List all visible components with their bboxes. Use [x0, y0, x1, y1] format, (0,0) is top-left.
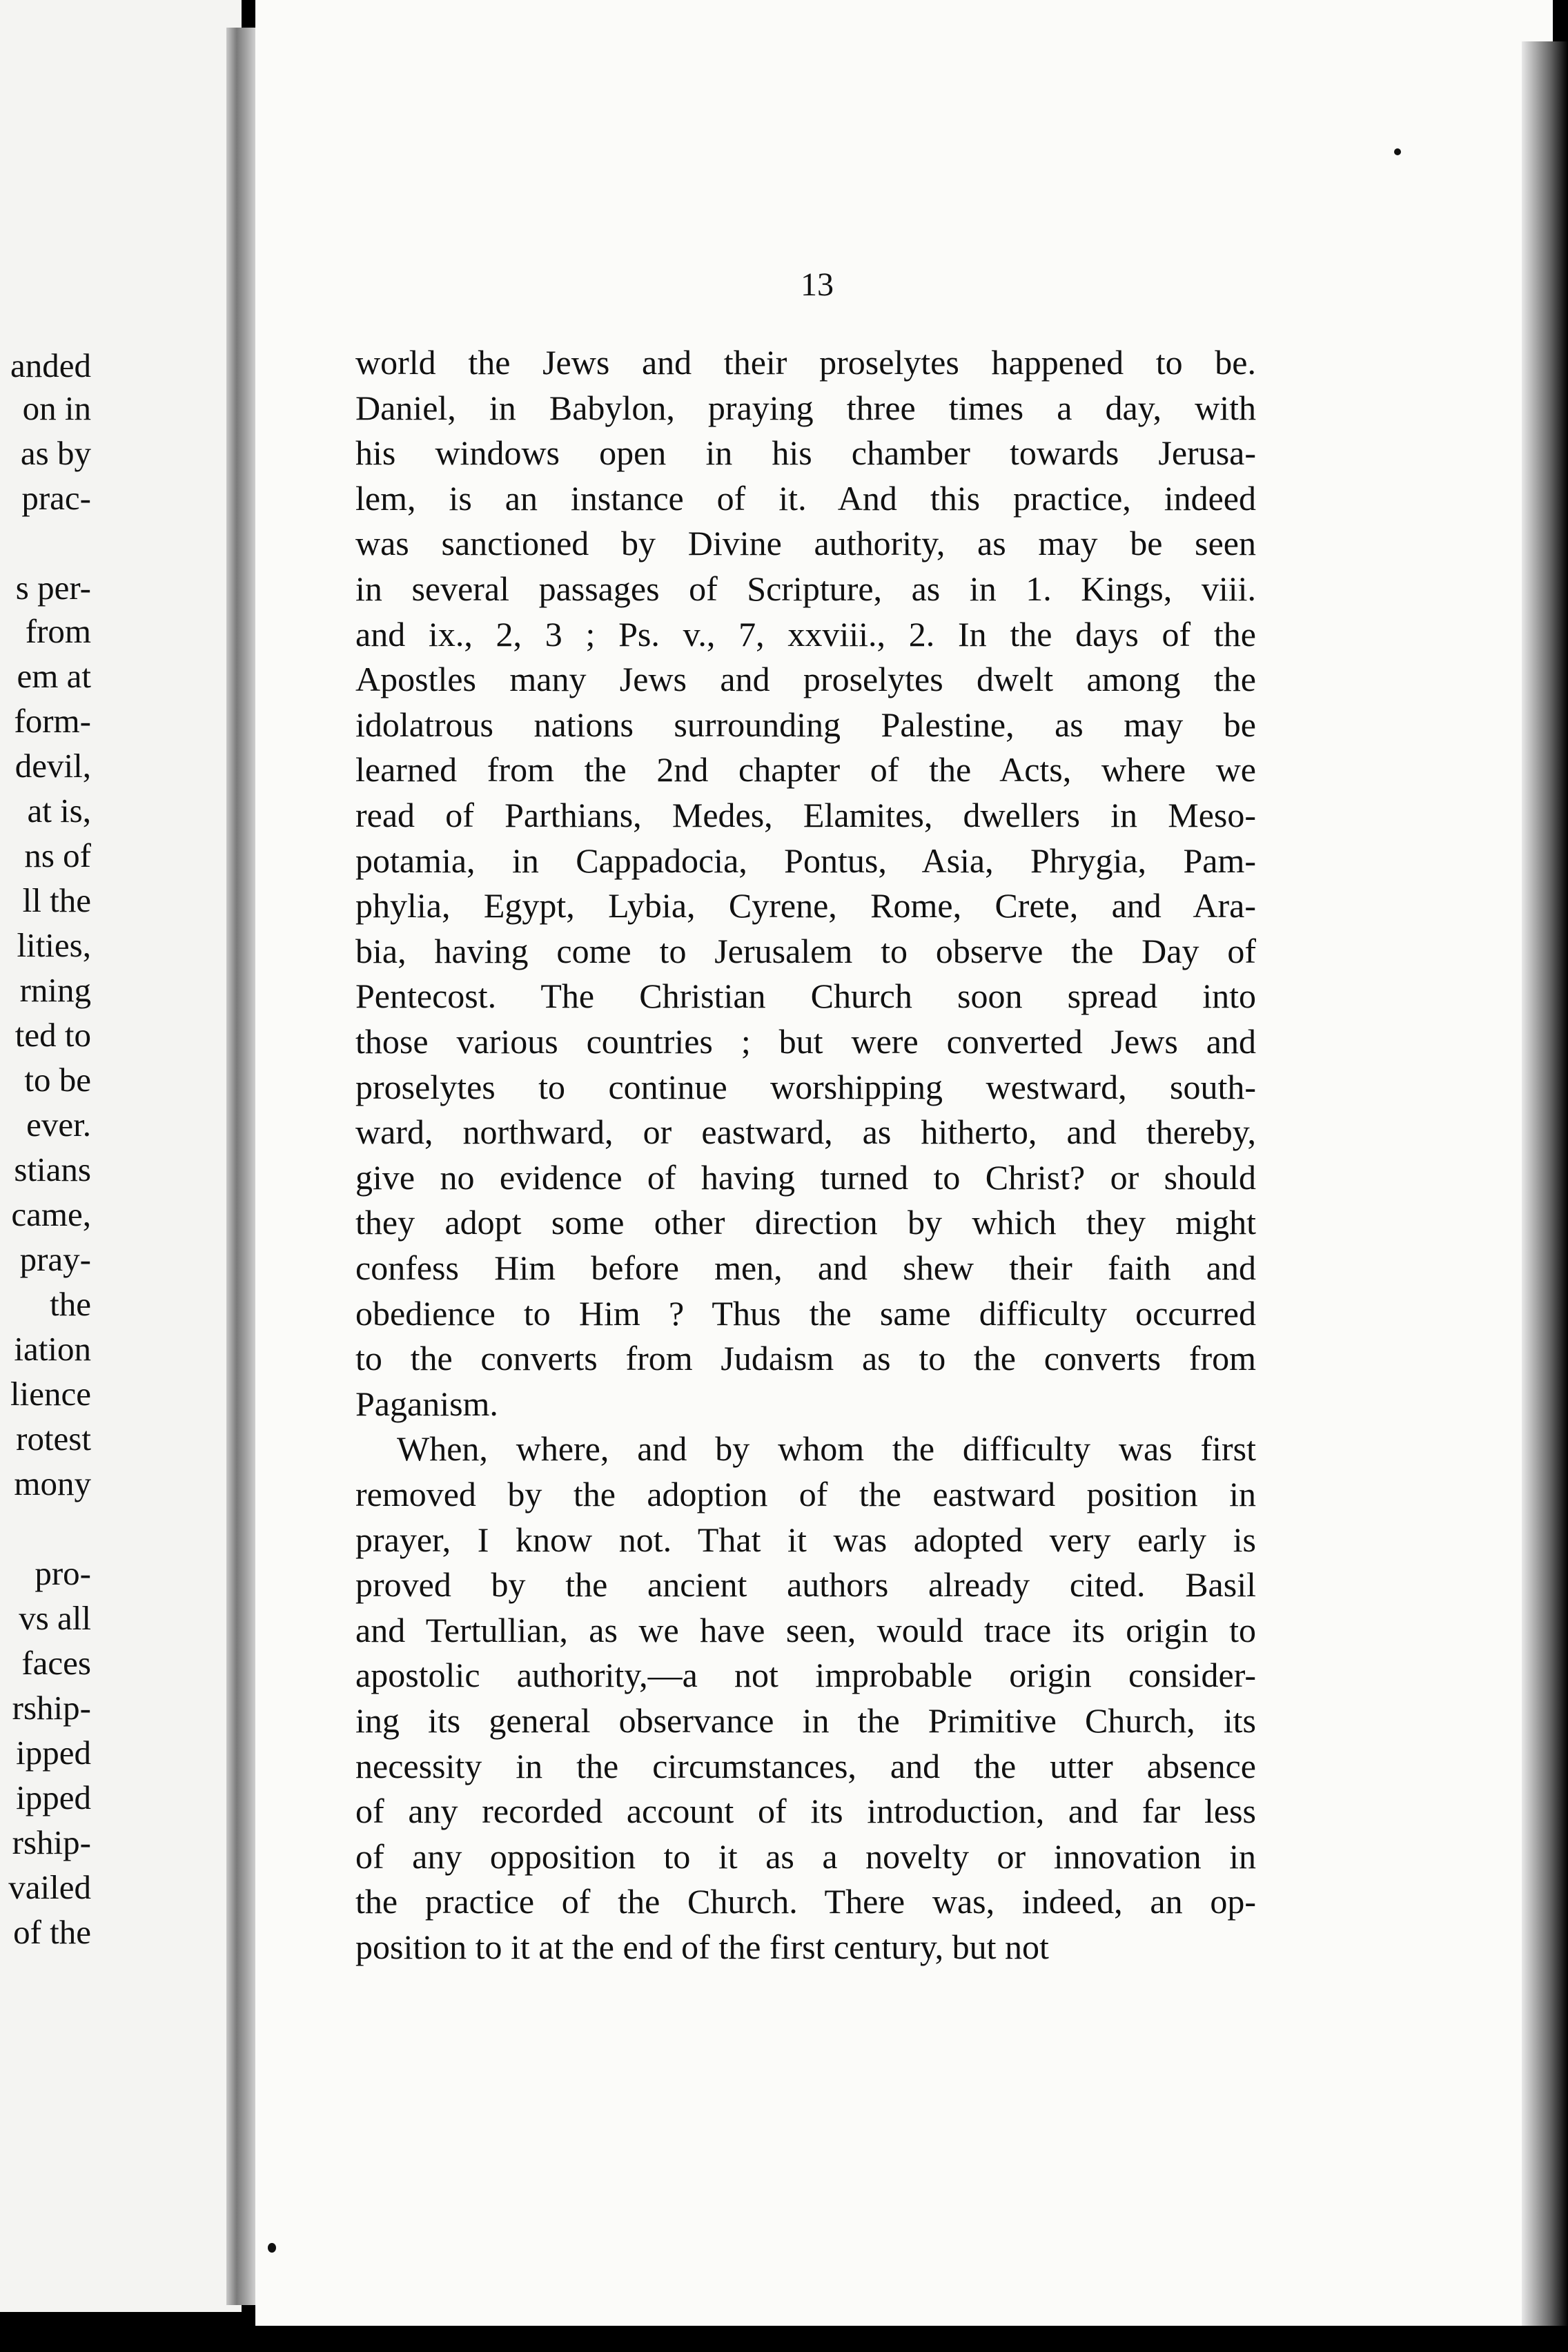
body-line: proselytes to continue worshipping westward, south- [355, 1067, 1256, 1106]
body-line: ward, northward, or eastward, as hitherto, and thereby, [355, 1113, 1256, 1152]
left-page-line: s per- [15, 569, 91, 607]
left-page-line: ipped [16, 1778, 91, 1816]
left-page-line: lience [10, 1375, 91, 1413]
body-line: Pentecost. The Christian Church soon spread into [355, 977, 1256, 1016]
left-page-line: em at [17, 657, 91, 695]
body-line: give no evidence of having turned to Christ? or should [355, 1157, 1256, 1197]
body-line: Paganism. [355, 1384, 498, 1423]
body-line: Apostles many Jews and proselytes dwelt among the [355, 660, 1256, 699]
body-line: his windows open in his chamber towards Jerusa- [355, 433, 1256, 473]
left-page-line: iation [14, 1330, 91, 1368]
body-line: confess Him before men, and shew their faith and [355, 1248, 1256, 1287]
body-line: bia, having come to Jerusalem to observe the Day of [355, 931, 1256, 970]
left-page-line: as by [20, 434, 91, 472]
left-page-line: at is, [27, 792, 91, 830]
left-page-line: on in [22, 389, 91, 427]
body-line: idolatrous nations surrounding Palestine, as may be [355, 705, 1256, 744]
body-line: Daniel, in Babylon, praying three times a day, with [355, 388, 1256, 427]
body-line: they adopt some other direction by which they might [355, 1203, 1256, 1242]
body-line: necessity in the circumstances, and the utter absence [355, 1746, 1256, 1785]
body-line: and ix., 2, 3 ; Ps. v., 7, xxviii., 2. In the days of the [355, 614, 1256, 654]
body-line: potamia, in Cappadocia, Pontus, Asia, Phrygia, Pam- [355, 841, 1256, 880]
left-page-line: prac- [21, 479, 91, 517]
body-line: to the converts from Judaism as to the converts from [355, 1339, 1256, 1378]
left-page-line: pray- [19, 1240, 91, 1278]
left-page-line: came, [11, 1195, 91, 1233]
left-page-line: to be [24, 1061, 91, 1099]
body-line: phylia, Egypt, Lybia, Cyrene, Rome, Crete, and Ara- [355, 886, 1256, 925]
left-page-line: lities, [17, 926, 91, 964]
left-page-line: rship- [12, 1689, 91, 1727]
page-number: 13 [801, 266, 834, 303]
body-line: apostolic authority,—a not improbable origin consider- [355, 1656, 1256, 1695]
body-line: removed by the adoption of the eastward position in [355, 1475, 1256, 1513]
left-page-line: from [25, 612, 91, 650]
body-line: lem, is an instance of it. And this practice, indeed [355, 478, 1256, 518]
body-line: read of Parthians, Medes, Elamites, dwellers in Meso- [355, 796, 1256, 834]
left-page-line: the [50, 1285, 91, 1323]
body-line: learned from the 2nd chapter of the Acts, where we [355, 750, 1256, 790]
left-page-line: mony [14, 1464, 91, 1502]
left-page-line: ll the [22, 881, 91, 919]
left-page-line: pro- [35, 1554, 91, 1592]
body-line: in several passages of Scripture, as in 1. Kings, viii. [355, 569, 1256, 608]
body-line: prayer, I know not. That it was adopted very early is [355, 1520, 1256, 1559]
left-page-line: rship- [12, 1823, 91, 1861]
body-line: ing its general observance in the Primitive Church, its [355, 1701, 1256, 1740]
left-page-line: anded [10, 346, 91, 384]
body-line: position to it at the end of the first century, but not [355, 1928, 1049, 1966]
body-line: world the Jews and their proselytes happened to be. [355, 343, 1256, 382]
body-line: of any recorded account of its introduction, and far less [355, 1792, 1256, 1831]
body-line: the practice of the Church. There was, indeed, an op- [355, 1882, 1256, 1921]
left-page-line: rning [19, 971, 91, 1009]
body-line: obedience to Him ? Thus the same difficulty occurred [355, 1293, 1256, 1333]
body-line: proved by the ancient authors already cited. Basil [355, 1565, 1256, 1605]
left-page-line: devil, [14, 747, 91, 785]
body-line: was sanctioned by Divine authority, as may be seen [355, 524, 1256, 563]
left-page-line: vailed [8, 1868, 91, 1906]
body-line: of any opposition to it as a novelty or innovation in [355, 1836, 1256, 1876]
body-line: When, where, and by whom the difficulty was first [397, 1429, 1256, 1469]
ink-speck [268, 2243, 276, 2253]
left-page-line: ns of [24, 836, 91, 874]
left-page-line: vs all [19, 1599, 91, 1637]
body-line: and Tertullian, as we have seen, would trace its origin to [355, 1610, 1256, 1649]
page-edge-shadow [1522, 41, 1568, 2326]
left-page-line: form- [14, 702, 91, 740]
left-page-line: rotest [16, 1420, 91, 1458]
left-page-line: ever. [26, 1106, 91, 1144]
body-line: those various countries ; but were converted Jews and [355, 1022, 1256, 1061]
left-page-line: ted to [14, 1016, 91, 1054]
left-page-line: faces [21, 1644, 91, 1682]
left-page-line: ipped [16, 1734, 91, 1772]
ink-speck [1394, 148, 1401, 155]
left-page-line: of the [13, 1913, 91, 1951]
left-page-line: stians [14, 1150, 91, 1188]
